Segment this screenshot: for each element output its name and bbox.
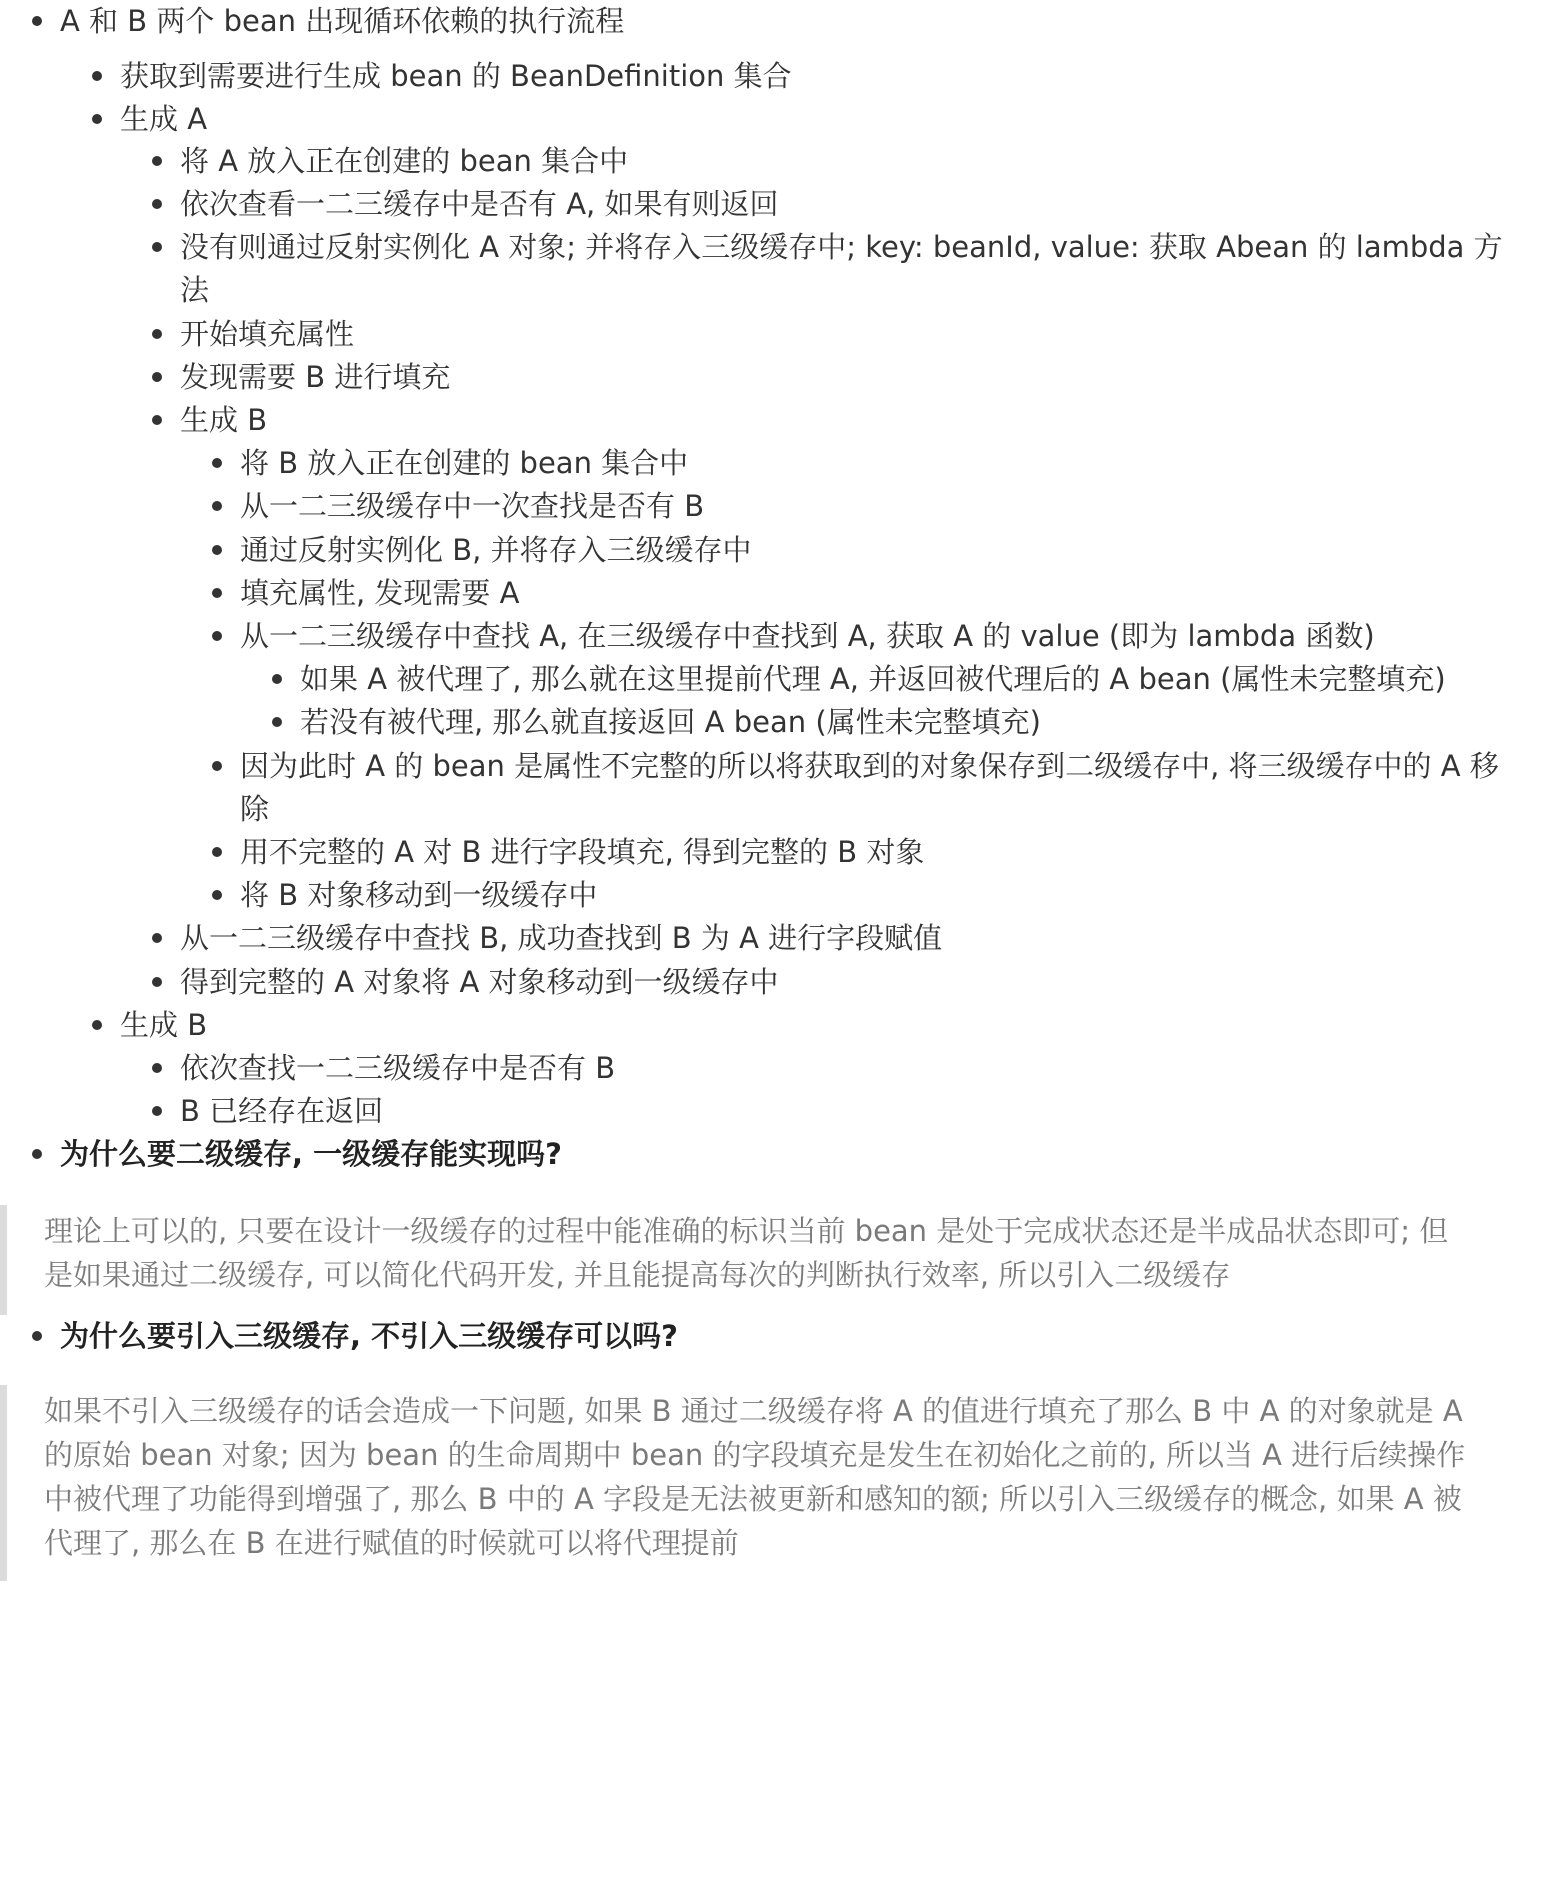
- list-item-text: B 已经存在返回: [180, 1094, 384, 1128]
- list-item-text: 生成 A: [120, 102, 208, 136]
- bullet: [212, 847, 222, 857]
- bullet: [92, 71, 102, 81]
- bullet: [212, 631, 222, 641]
- list-item-text: 将 B 放入正在创建的 bean 集合中: [240, 446, 689, 480]
- list-item-text: 用不完整的 A 对 B 进行字段填充, 得到完整的 B 对象: [240, 835, 925, 869]
- bullet: [152, 1063, 162, 1073]
- bullet: [212, 588, 222, 598]
- bullet: [152, 372, 162, 382]
- bullet: [32, 16, 42, 26]
- list-item-text: 没有则通过反射实例化 A 对象; 并将存入三级缓存中; key: beanId, value: 获取 Abean 的 lambda 方: [180, 230, 1503, 264]
- list-item-text: 从一二三级缓存中查找 A, 在三级缓存中查找到 A, 获取 A 的 value (即为 lambda 函数): [240, 619, 1375, 653]
- faq-question-text: 为什么要引入三级缓存, 不引入三级缓存可以吗?: [60, 1319, 678, 1353]
- faq-answer-line: 是如果通过二级缓存, 可以简化代码开发, 并且能提高每次的判断执行效率, 所以引入二级缓存: [44, 1258, 1231, 1292]
- list-item-text: 从一二三级缓存中查找 B, 成功查找到 B 为 A 进行字段赋值: [180, 921, 943, 955]
- bullet: [152, 977, 162, 987]
- bullet: [212, 761, 222, 771]
- faq-answer-blockquote: [0, 1205, 1540, 1315]
- bullet: [32, 1331, 42, 1341]
- faq-question-text: 为什么要二级缓存, 一级缓存能实现吗?: [60, 1137, 562, 1171]
- bullet: [152, 242, 162, 252]
- bullet: [152, 199, 162, 209]
- list-item-text: 从一二三级缓存中一次查找是否有 B: [240, 489, 705, 523]
- list-item-text: 因为此时 A 的 bean 是属性不完整的所以将获取到的对象保存到二级缓存中, 将三级缓存中的 A 移: [240, 749, 1499, 783]
- bullet: [272, 674, 282, 684]
- bullet: [152, 1106, 162, 1116]
- faq-answer-line: 理论上可以的, 只要在设计一级缓存的过程中能准确的标识当前 bean 是处于完成状态还是半成品状态即可; 但: [44, 1214, 1449, 1248]
- bullet: [152, 156, 162, 166]
- bullet: [212, 458, 222, 468]
- list-item-text: 通过反射实例化 B, 并将存入三级缓存中: [240, 533, 752, 567]
- bullet: [212, 545, 222, 555]
- list-item-text: 若没有被代理, 那么就直接返回 A bean (属性未完整填充): [300, 705, 1041, 739]
- bullet: [272, 717, 282, 727]
- list-item-text: 依次查找一二三级缓存中是否有 B: [180, 1051, 616, 1085]
- bullet: [212, 890, 222, 900]
- list-item-text: 开始填充属性: [180, 317, 355, 351]
- bullet: [152, 329, 162, 339]
- list-item-text: 将 B 对象移动到一级缓存中: [240, 878, 598, 912]
- list-item-text: 填充属性, 发现需要 A: [240, 576, 520, 610]
- faq-answer-blockquote: [0, 1385, 1540, 1581]
- list-item-text: 依次查看一二三缓存中是否有 A, 如果有则返回: [180, 187, 779, 221]
- list-item-text: 生成 B: [180, 403, 268, 437]
- list-item-text: 将 A 放入正在创建的 bean 集合中: [180, 144, 629, 178]
- list-item-text: 发现需要 B 进行填充: [180, 360, 451, 394]
- list-item-text: 法: [180, 273, 210, 307]
- bullet: [32, 1149, 42, 1159]
- bullet: [152, 933, 162, 943]
- list-item-text: 如果 A 被代理了, 那么就在这里提前代理 A, 并返回被代理后的 A bean (属性未完整填充): [300, 662, 1446, 696]
- faq-answer-line: 如果不引入三级缓存的话会造成一下问题, 如果 B 通过二级缓存将 A 的值进行填充了那么 B 中 A 的对象就是 A: [44, 1394, 1463, 1428]
- bullet: [212, 501, 222, 511]
- list-item-text: 生成 B: [120, 1008, 208, 1042]
- list-item-text: 获取到需要进行生成 bean 的 BeanDefinition 集合: [120, 59, 792, 93]
- faq-answer-line: 中被代理了功能得到增强了, 那么 B 中的 A 字段是无法被更新和感知的额; 所以引入三级缓存的概念, 如果 A 被: [44, 1482, 1462, 1516]
- list-item-text: A 和 B 两个 bean 出现循环依赖的执行流程: [60, 4, 625, 38]
- bullet: [92, 1020, 102, 1030]
- bullet: [152, 415, 162, 425]
- faq-answer-line: 代理了, 那么在 B 在进行赋值的时候就可以将代理提前: [44, 1526, 739, 1560]
- list-item-text: 除: [240, 792, 270, 826]
- bullet: [92, 114, 102, 124]
- list-item-text: 得到完整的 A 对象将 A 对象移动到一级缓存中: [180, 965, 779, 999]
- faq-answer-line: 的原始 bean 对象; 因为 bean 的生命周期中 bean 的字段填充是发生在初始化之前的, 所以当 A 进行后续操作: [44, 1438, 1466, 1472]
